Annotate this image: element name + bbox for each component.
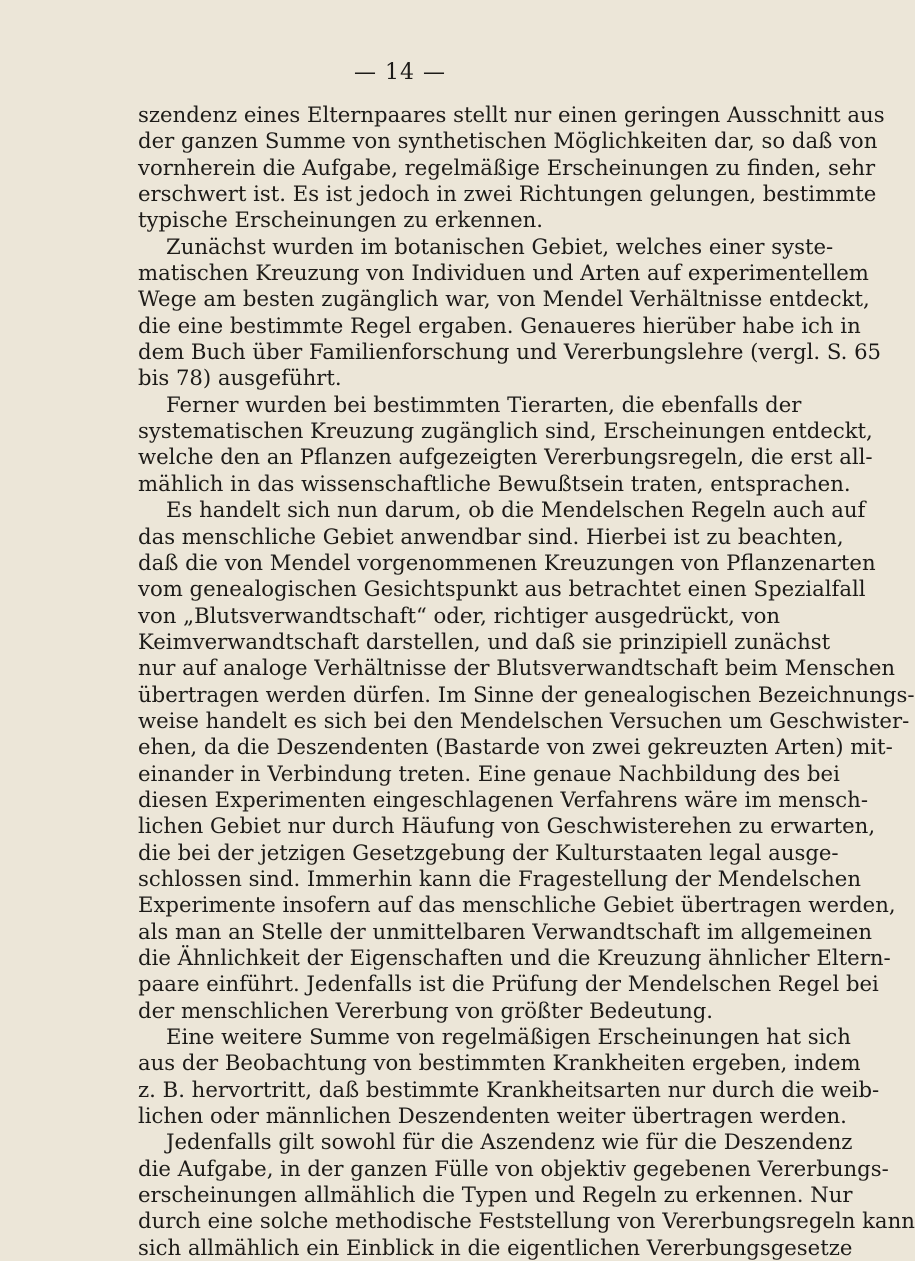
text-line: Eine weitere Summe von regelmäßigen Erscheinungen hat sich: [166, 1024, 851, 1050]
text-line: weise handelt es sich bei den Mendelschen Versuchen um Geschwister-: [138, 707, 910, 733]
body-text: [138, 102, 915, 1261]
text-line: erschwert ist. Es ist jedoch in zwei Richtungen gelungen, bestimmte: [138, 181, 877, 207]
text-line: die eine bestimmte Regel ergaben. Genaueres hierüber habe ich in: [138, 312, 861, 338]
text-line: lichen oder männlichen Deszendenten weiter übertragen werden.: [138, 1103, 847, 1129]
text-line: Ferner wurden bei bestimmten Tierarten, die ebenfalls der: [166, 391, 802, 417]
text-line: die Ähnlichkeit der Eigenschaften und die Kreuzung ähnlicher Eltern-: [138, 945, 891, 970]
text-line: die bei der jetzigen Gesetzgebung der Kulturstaaten legal ausge-: [138, 839, 839, 865]
text-line: diesen Experimenten eingeschlagenen Verfahrens wäre im mensch-: [138, 786, 868, 812]
text-line: paare einführt. Jedenfalls ist die Prüfung der Mendelschen Regel bei: [138, 971, 879, 997]
text-line: matischen Kreuzung von Individuen und Arten auf experimentellem: [138, 260, 869, 286]
text-line: systematischen Kreuzung zugänglich sind, Erscheinungen entdeckt,: [138, 418, 873, 444]
text-line: schlossen sind. Immerhin kann die Fragestellung der Mendelschen: [138, 865, 861, 891]
text-line: von „Blutsverwandtschaft“ oder, richtiger ausgedrückt, von: [138, 602, 780, 628]
page-number: — 14 —: [354, 60, 446, 85]
text-line: sich allmählich ein Einblick in die eigentlichen Vererbungsgesetze: [138, 1234, 853, 1260]
text-line: daß die von Mendel vorgenommenen Kreuzungen von Pflanzenarten: [138, 549, 876, 575]
text-line: szendenz eines Elternpaares stellt nur einen geringen Ausschnitt aus: [138, 102, 885, 127]
text-line: lichen Gebiet nur durch Häufung von Geschwisterehen zu erwarten,: [138, 813, 876, 839]
text-line: typische Erscheinungen zu erkennen.: [138, 207, 543, 233]
text-line: vornherein die Aufgabe, regelmäßige Erscheinungen zu finden, sehr: [138, 154, 876, 180]
text-line: nur auf analoge Verhältnisse der Blutsverwandtschaft beim Menschen: [138, 655, 896, 681]
text-line: Jedenfalls gilt sowohl für die Aszendenz wie für die Deszendenz: [166, 1129, 853, 1155]
text-line: Zunächst wurden im botanischen Gebiet, welches einer syste-: [166, 233, 834, 259]
text-line: ehen, da die Deszendenten (Bastarde von zwei gekreuzten Arten) mit-: [138, 734, 893, 760]
text-line: mählich in das wissenschaftliche Bewußtsein traten, entsprachen.: [138, 470, 851, 496]
text-line: dem Buch über Familienforschung und Vererbungslehre (vergl. S. 65: [138, 339, 882, 365]
text-line: z. B. hervortritt, daß bestimmte Krankheitsarten nur durch die weib-: [138, 1076, 880, 1102]
text-line: das menschliche Gebiet anwendbar sind. Hierbei ist zu beachten,: [138, 523, 844, 549]
text-line: der ganzen Summe von synthetischen Möglichkeiten dar, so daß von: [138, 128, 878, 154]
text-line: der menschlichen Vererbung von größter Bedeutung.: [138, 997, 714, 1023]
text-line: welche den an Pflanzen aufgezeigten Vererbungsregeln, die erst all-: [138, 444, 873, 470]
text-line: Wege am besten zugänglich war, von Mendel Verhältnisse entdeckt,: [138, 286, 870, 312]
text-line: Experimente insofern auf das menschliche Gebiet übertragen werden,: [138, 892, 896, 918]
text-line: erscheinungen allmählich die Typen und Regeln zu erkennen. Nur: [138, 1182, 853, 1208]
text-line: Keimverwandtschaft darstellen, und daß sie prinzipiell zunächst: [138, 628, 831, 654]
text-line: Es handelt sich nun darum, ob die Mendelschen Regeln auch auf: [166, 497, 866, 523]
text-line: als man an Stelle der unmittelbaren Verwandtschaft im allgemeinen: [138, 918, 872, 944]
text-line: bis 78) ausgeführt.: [138, 365, 342, 391]
text-line: durch eine solche methodische Feststellung von Vererbungsregeln kann: [138, 1208, 915, 1234]
text-line: einander in Verbindung treten. Eine genaue Nachbildung des bei: [138, 760, 840, 786]
text-line: vom genealogischen Gesichtspunkt aus betrachtet einen Spezialfall: [138, 576, 866, 602]
text-line: die Aufgabe, in der ganzen Fülle von objektiv gegebenen Vererbungs-: [138, 1155, 889, 1181]
text-line: aus der Beobachtung von bestimmten Krankheiten ergeben, indem: [138, 1050, 861, 1076]
text-line: übertragen werden dürfen. Im Sinne der genealogischen Bezeichnungs-: [138, 681, 915, 707]
